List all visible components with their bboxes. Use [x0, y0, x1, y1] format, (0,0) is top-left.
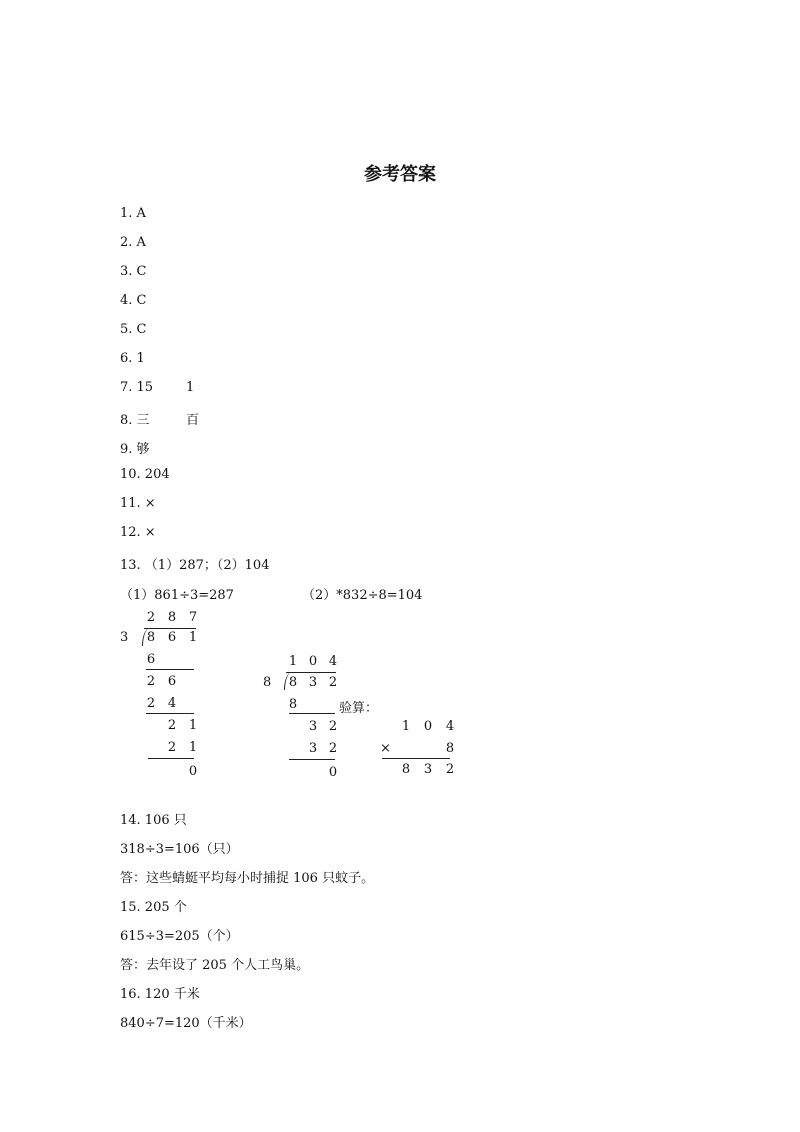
product-digit: 3 — [423, 762, 433, 777]
divisor: 8 — [263, 675, 272, 690]
q14-calculation: 318÷3=106（只） — [120, 842, 239, 857]
subtract-digit: 2 — [167, 740, 177, 755]
product-digit: 2 — [445, 762, 455, 777]
remainder-digit: 2 — [146, 674, 156, 689]
dividend-digit: 3 — [308, 675, 318, 690]
answer-7: 7. 15 — [120, 380, 154, 395]
q13-equation-1: （1）861÷3=287 — [120, 588, 234, 603]
division-bar — [144, 628, 196, 629]
multiplicand-digit: 1 — [401, 719, 411, 734]
answer-9: 9. 够 — [120, 442, 150, 457]
remainder-digit: 2 — [167, 718, 177, 733]
final-remainder: 0 — [328, 765, 338, 780]
product-digit: 8 — [401, 762, 411, 777]
subtract-line — [289, 713, 335, 714]
multiplier-digit: 8 — [445, 741, 455, 756]
answer-1: 1. A — [120, 206, 146, 221]
answer-14: 14. 106 只 — [120, 813, 187, 828]
answer-12: 12. × — [120, 525, 156, 540]
subtract-line — [146, 669, 194, 670]
answer-16: 16. 120 千米 — [120, 987, 200, 1002]
subtract-digit: 2 — [146, 696, 156, 711]
answer-2: 2. A — [120, 235, 146, 250]
remainder-digit: 3 — [308, 719, 318, 734]
answer-13: 13. （1）287；（2）104 — [120, 558, 270, 573]
times-sign: × — [380, 741, 391, 756]
verification-label: 验算： — [339, 701, 379, 716]
answer-3: 3. C — [120, 264, 147, 279]
dividend-digit: 6 — [167, 630, 177, 645]
subtract-digit: 1 — [188, 740, 198, 755]
subtract-digit: 6 — [146, 652, 156, 667]
final-remainder: 0 — [188, 764, 198, 779]
subtract-line — [289, 759, 335, 760]
q15-calculation: 615÷3=205（个） — [120, 929, 239, 944]
remainder-digit: 1 — [188, 718, 198, 733]
remainder-digit: 2 — [328, 719, 338, 734]
page-title: 参考答案 — [364, 164, 436, 185]
quotient-digit: 4 — [328, 654, 338, 669]
dividend-digit: 8 — [146, 630, 156, 645]
subtract-digit: 4 — [167, 696, 177, 711]
q15-reply: 答：去年设了 205 个人工鸟巢。 — [120, 958, 310, 973]
answer-7-second: 1 — [186, 380, 195, 395]
answer-5: 5. C — [120, 322, 147, 337]
multiplicand-digit: 0 — [423, 719, 433, 734]
answer-11: 11. × — [120, 496, 156, 511]
quotient-digit: 1 — [288, 654, 298, 669]
quotient-digit: 8 — [167, 610, 177, 625]
q13-equation-2: （2）*832÷8=104 — [302, 588, 423, 603]
subtract-line — [146, 713, 194, 714]
answer-4: 4. C — [120, 293, 147, 308]
subtract-digit: 2 — [328, 741, 338, 756]
answer-8: 8. 三 — [120, 413, 150, 428]
quotient-digit: 2 — [146, 610, 156, 625]
subtract-line — [148, 758, 194, 759]
answer-6: 6. 1 — [120, 351, 145, 366]
subtract-digit: 3 — [308, 741, 318, 756]
remainder-digit: 6 — [167, 674, 177, 689]
q16-calculation: 840÷7=120（千米） — [120, 1016, 252, 1031]
quotient-digit: 0 — [308, 654, 318, 669]
subtract-digit: 8 — [288, 697, 298, 712]
q14-reply: 答：这些蜻蜓平均每小时捕捉 106 只蚊子。 — [120, 871, 375, 886]
division-bar — [286, 672, 336, 673]
dividend-digit: 8 — [288, 675, 298, 690]
answer-15: 15. 205 个 — [120, 900, 187, 915]
dividend-digit: 1 — [188, 630, 198, 645]
quotient-digit: 7 — [188, 610, 198, 625]
dividend-digit: 2 — [328, 675, 338, 690]
multiplicand-digit: 4 — [445, 719, 455, 734]
product-line — [382, 758, 450, 759]
divisor: 3 — [120, 630, 129, 645]
answer-8-second: 百 — [186, 413, 200, 428]
answer-10: 10. 204 — [120, 467, 170, 482]
